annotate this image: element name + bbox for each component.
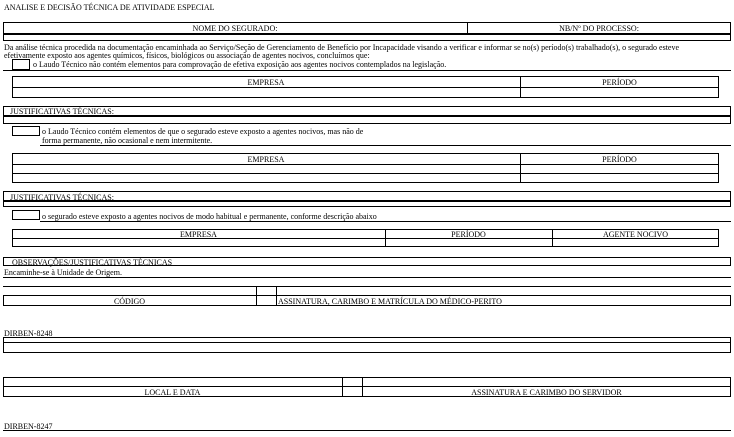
name-input-row[interactable] — [3, 34, 731, 41]
divider — [3, 70, 731, 71]
option-1-text: o Laudo Técnico não contém elementos para comprovação de efetiva exposição aos agentes nocivos contemplados na legislação. — [33, 60, 447, 69]
section1-row-divider — [12, 87, 719, 88]
form-title: ANALISE E DECISÃO TÉCNICA DE ATIVIDADE ESPECIAL — [4, 3, 215, 12]
dirben-8248-box — [3, 337, 731, 353]
encaminhe-text: Encaminhe-se à Unidade de Origem. — [4, 268, 122, 277]
section1-periodo-header: PERÍODO — [602, 78, 637, 87]
intro-text-1: Da análise técnica procedida na documentação encaminhada ao Serviço/Seção de Gerenciamento de Benefício por Incapacidade visando a verificar e informar se no(s) período(s) trabalhado(s), o segurado esteve — [4, 43, 680, 52]
assinatura-servidor-label: ASSINATURA E CARIMBO DO SERVIDOR — [471, 388, 622, 397]
option-1-checkbox[interactable] — [12, 59, 30, 70]
option-2-text-line2: forma permanente, não ocasional e nem intermitente. — [42, 136, 213, 145]
justificativas-2-label: JUSTIFICATIVAS TÉCNICAS: — [10, 193, 114, 202]
signature-divider — [256, 286, 257, 306]
option-3-checkbox[interactable] — [12, 210, 40, 220]
section1-empresa-header: EMPRESA — [247, 78, 285, 87]
dirben-8248-label: DIRBEN-8248 — [4, 329, 53, 338]
dirben-8247-label: DIRBEN-8247 — [4, 422, 53, 431]
codigo-label: CÓDIGO — [113, 297, 146, 306]
local-data-label: LOCAL E DATA — [144, 388, 201, 397]
divider — [3, 342, 731, 343]
option-2-checkbox[interactable] — [12, 126, 40, 136]
assinatura-medico-label: ASSINATURA, CARIMBO E MATRÍCULA DO MÉDICO-PERITO — [278, 297, 502, 306]
signature-divider — [276, 286, 277, 306]
divider — [3, 430, 731, 431]
justificativas-2-input[interactable] — [3, 201, 731, 207]
process-label: NB/Nº DO PROCESSO: — [559, 24, 639, 33]
intro-text-2: efetivamente exposto aos agentes químicos, físicos, biológicos ou associação de agentes nocivos, concluímos que: — [4, 51, 370, 60]
divider — [40, 145, 731, 146]
section3-periodo-header: PERÍODO — [451, 230, 486, 239]
option-3-text: o segurado esteve exposto a agentes nocivos de modo habitual e permanente, conforme descrição abaixo — [42, 212, 377, 221]
observacoes-label: OBSERVAÇÕES/JUSTIFICATIVAS TÉCNICAS — [12, 258, 173, 267]
section2-row-divider — [12, 173, 719, 174]
section3-agente-header: AGENTE NOCIVO — [602, 230, 669, 239]
justificativas-1-label: JUSTIFICATIVAS TÉCNICAS: — [10, 107, 114, 116]
name-label: NOME DO SEGURADO: — [192, 24, 278, 33]
servidor-col-divider — [342, 377, 343, 397]
divider — [3, 286, 731, 287]
servidor-row-divider — [3, 386, 731, 387]
section2-row-divider — [12, 164, 719, 165]
divider — [3, 277, 731, 278]
section2-empresa-header: EMPRESA — [247, 155, 285, 164]
option-2-text-line1: o Laudo Técnico contém elementos de que o segurado esteve exposto a agentes nocivos, mas não de — [42, 127, 364, 136]
section2-periodo-header: PERÍODO — [602, 155, 637, 164]
section3-empresa-header: EMPRESA — [180, 230, 217, 239]
divider — [40, 221, 731, 222]
justificativas-1-input[interactable] — [3, 116, 731, 124]
